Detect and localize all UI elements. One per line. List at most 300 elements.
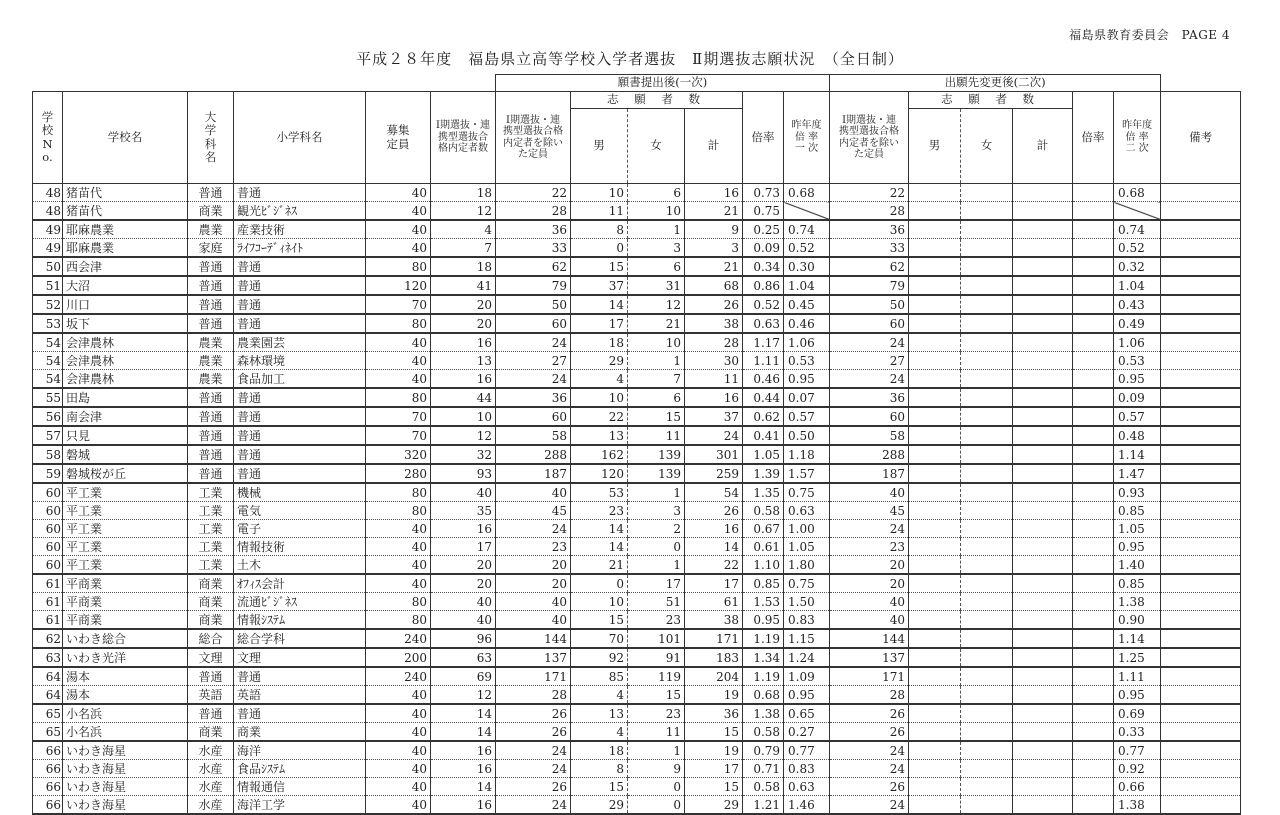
remaining-quota-2-cell: 24	[830, 760, 909, 778]
table-row	[33, 796, 1241, 815]
male-count-2-cell	[909, 426, 961, 445]
phase1-passed-cell: 14	[431, 704, 496, 723]
school-name-cell: いわき海星	[63, 778, 188, 796]
school-no-cell: 60	[33, 538, 63, 556]
prev-ratio-2-cell: 1.04	[1114, 276, 1161, 295]
major-dept-cell: 工業	[188, 556, 234, 575]
female-count-cell: 3	[628, 502, 685, 520]
remarks-cell	[1161, 778, 1241, 796]
prev-ratio-1-cell	[784, 202, 830, 221]
prev-ratio-1-cell: 0.74	[784, 220, 830, 239]
phase1-passed-cell: 13	[431, 352, 496, 370]
minor-dept-cell: 普通	[234, 704, 366, 723]
school-name-cell: 湯本	[63, 667, 188, 686]
remaining-quota-cell: 50	[496, 295, 571, 314]
ratio-2-cell	[1073, 202, 1114, 221]
prev-ratio-1-cell: 0.63	[784, 778, 830, 796]
prev-ratio-2-cell: 0.49	[1114, 314, 1161, 333]
remarks-cell	[1161, 593, 1241, 611]
total-count-cell: 3	[685, 239, 743, 258]
ratio-2-cell	[1073, 686, 1114, 705]
prev-ratio-1-cell: 0.50	[784, 426, 830, 445]
prev-ratio-2-cell: 0.09	[1114, 388, 1161, 407]
school-name-cell: 田島	[63, 388, 188, 407]
total-count-cell: 37	[685, 407, 743, 426]
remaining-quota-2-cell: 60	[830, 407, 909, 426]
total-count-2-cell	[1013, 276, 1073, 295]
quota-cell: 40	[366, 741, 431, 760]
male-count-2-cell	[909, 202, 961, 221]
table-row	[33, 388, 1241, 407]
minor-dept-cell: 普通	[234, 464, 366, 483]
phase1-passed-cell: 14	[431, 778, 496, 796]
total-count-2-cell	[1013, 333, 1073, 352]
prev-ratio-1-cell: 0.52	[784, 239, 830, 258]
total-count-cell: 171	[685, 629, 743, 648]
remarks-cell	[1161, 352, 1241, 370]
female-count-2-cell	[961, 407, 1013, 426]
minor-dept-cell: 食品ｼｽﾃﾑ	[234, 760, 366, 778]
male-count-cell: 10	[571, 388, 628, 407]
male-count-2-cell	[909, 667, 961, 686]
female-count-2-cell	[961, 760, 1013, 778]
minor-dept-cell: 電子	[234, 520, 366, 538]
school-no-cell: 66	[33, 778, 63, 796]
minor-dept-cell: 農業園芸	[234, 333, 366, 352]
prev-ratio-1-cell: 0.07	[784, 388, 830, 407]
male-count-cell: 8	[571, 220, 628, 239]
prev-ratio-1-cell: 0.63	[784, 502, 830, 520]
school-name-cell: 磐城桜が丘	[63, 464, 188, 483]
prev-ratio-2-cell: 0.52	[1114, 239, 1161, 258]
remaining-quota-2-cell: 62	[830, 257, 909, 276]
remaining-quota-2-cell: 20	[830, 556, 909, 575]
remaining-quota-cell: 24	[496, 520, 571, 538]
phase1-passed-cell: 35	[431, 502, 496, 520]
school-no-cell: 57	[33, 426, 63, 445]
ratio-cell: 0.67	[743, 520, 784, 538]
table-body	[33, 184, 1241, 815]
school-name-cell: 南会津	[63, 407, 188, 426]
quota-cell: 40	[366, 760, 431, 778]
prev-ratio-2-cell: 1.14	[1114, 629, 1161, 648]
ratio-cell: 1.17	[743, 333, 784, 352]
header-school-name: 学校名	[63, 92, 188, 184]
school-no-cell: 53	[33, 314, 63, 333]
remaining-quota-2-cell: 26	[830, 723, 909, 742]
school-no-cell: 48	[33, 184, 63, 202]
quota-cell: 40	[366, 202, 431, 221]
female-count-cell: 9	[628, 760, 685, 778]
header-ratio-2: 倍率	[1073, 92, 1114, 184]
prev-ratio-1-cell: 0.83	[784, 760, 830, 778]
major-dept-cell: 総合	[188, 629, 234, 648]
prev-ratio-2-cell: 1.25	[1114, 648, 1161, 667]
female-count-cell: 101	[628, 629, 685, 648]
major-dept-cell: 普通	[188, 704, 234, 723]
remarks-cell	[1161, 686, 1241, 705]
major-dept-cell: 商業	[188, 574, 234, 593]
male-count-2-cell	[909, 257, 961, 276]
table-row	[33, 257, 1241, 276]
school-name-cell: いわき海星	[63, 796, 188, 815]
major-dept-cell: 英語	[188, 686, 234, 705]
ratio-2-cell	[1073, 352, 1114, 370]
school-name-cell: 大沼	[63, 276, 188, 295]
remaining-quota-2-cell: 20	[830, 574, 909, 593]
total-count-cell: 14	[685, 538, 743, 556]
major-dept-cell: 商業	[188, 593, 234, 611]
female-count-2-cell	[961, 796, 1013, 815]
minor-dept-cell: 観光ﾋﾞｼﾞﾈｽ	[234, 202, 366, 221]
remaining-quota-2-cell: 40	[830, 483, 909, 502]
remaining-quota-2-cell: 24	[830, 333, 909, 352]
remaining-quota-cell: 40	[496, 593, 571, 611]
total-count-2-cell	[1013, 520, 1073, 538]
phase1-passed-cell: 7	[431, 239, 496, 258]
remaining-quota-cell: 36	[496, 220, 571, 239]
header-prev-ratio-2: 昨年度倍 率二 次	[1122, 120, 1153, 155]
ratio-2-cell	[1073, 426, 1114, 445]
total-count-2-cell	[1013, 370, 1073, 389]
remaining-quota-2-cell: 58	[830, 426, 909, 445]
phase1-passed-cell: 20	[431, 574, 496, 593]
ratio-cell: 0.73	[743, 184, 784, 202]
school-no-cell: 60	[33, 502, 63, 520]
table-row	[33, 760, 1241, 778]
male-count-cell: 162	[571, 445, 628, 464]
female-count-2-cell	[961, 464, 1013, 483]
prev-ratio-1-cell: 1.04	[784, 276, 830, 295]
remarks-cell	[1161, 426, 1241, 445]
remarks-cell	[1161, 220, 1241, 239]
minor-dept-cell: 森林環境	[234, 352, 366, 370]
phase1-passed-cell: 40	[431, 483, 496, 502]
remaining-quota-cell: 79	[496, 276, 571, 295]
quota-cell: 40	[366, 778, 431, 796]
female-count-2-cell	[961, 593, 1013, 611]
quota-cell: 80	[366, 388, 431, 407]
header-remarks: 備考	[1161, 92, 1241, 184]
prev-ratio-2-cell: 0.68	[1114, 184, 1161, 202]
prev-ratio-1-cell: 1.00	[784, 520, 830, 538]
male-count-cell: 120	[571, 464, 628, 483]
remaining-quota-2-cell: 45	[830, 502, 909, 520]
remaining-quota-2-cell: 36	[830, 220, 909, 239]
female-count-2-cell	[961, 445, 1013, 464]
male-count-cell: 14	[571, 295, 628, 314]
ratio-2-cell	[1073, 760, 1114, 778]
total-count-cell: 28	[685, 333, 743, 352]
total-count-cell: 17	[685, 574, 743, 593]
prev-ratio-2-cell: 1.14	[1114, 445, 1161, 464]
minor-dept-cell: 普通	[234, 426, 366, 445]
remaining-quota-cell: 28	[496, 686, 571, 705]
phase1-passed-cell: 18	[431, 257, 496, 276]
male-count-2-cell	[909, 574, 961, 593]
total-count-cell: 61	[685, 593, 743, 611]
total-count-cell: 36	[685, 704, 743, 723]
quota-cell: 40	[366, 370, 431, 389]
ratio-2-cell	[1073, 538, 1114, 556]
total-count-cell: 21	[685, 202, 743, 221]
school-no-cell: 60	[33, 483, 63, 502]
male-count-cell: 13	[571, 704, 628, 723]
female-count-cell: 0	[628, 796, 685, 815]
male-count-2-cell	[909, 686, 961, 705]
total-count-2-cell	[1013, 483, 1073, 502]
header-school-no: 学校No.	[41, 110, 54, 164]
header-phase1-passed: Ⅰ期選抜・連携型選抜合 格内定者数	[436, 120, 490, 155]
prev-ratio-2-cell: 0.85	[1114, 574, 1161, 593]
remarks-cell	[1161, 796, 1241, 815]
prev-ratio-1-cell: 0.68	[784, 184, 830, 202]
male-count-cell: 22	[571, 407, 628, 426]
school-name-cell: 猪苗代	[63, 202, 188, 221]
female-count-cell: 6	[628, 184, 685, 202]
male-count-2-cell	[909, 464, 961, 483]
ratio-2-cell	[1073, 388, 1114, 407]
male-count-2-cell	[909, 239, 961, 258]
remaining-quota-2-cell: 27	[830, 352, 909, 370]
remaining-quota-cell: 23	[496, 538, 571, 556]
remaining-quota-cell: 26	[496, 704, 571, 723]
school-name-cell: 坂下	[63, 314, 188, 333]
male-count-2-cell	[909, 502, 961, 520]
remarks-cell	[1161, 445, 1241, 464]
table-row	[33, 520, 1241, 538]
prev-ratio-1-cell: 0.75	[784, 574, 830, 593]
school-name-cell: 川口	[63, 295, 188, 314]
male-count-cell: 8	[571, 760, 628, 778]
total-count-cell: 16	[685, 184, 743, 202]
table-row	[33, 202, 1241, 221]
major-dept-cell: 工業	[188, 520, 234, 538]
school-no-cell: 61	[33, 574, 63, 593]
total-count-cell: 54	[685, 483, 743, 502]
female-count-cell: 51	[628, 593, 685, 611]
remarks-cell	[1161, 464, 1241, 483]
remarks-cell	[1161, 704, 1241, 723]
phase1-passed-cell: 41	[431, 276, 496, 295]
quota-cell: 40	[366, 686, 431, 705]
total-count-2-cell	[1013, 426, 1073, 445]
table-row	[33, 220, 1241, 239]
remaining-quota-2-cell: 40	[830, 611, 909, 630]
header-applicants: 志 願 者 数	[571, 92, 743, 109]
prev-ratio-2-cell: 1.38	[1114, 593, 1161, 611]
male-count-2-cell	[909, 333, 961, 352]
school-name-cell: 西会津	[63, 257, 188, 276]
major-dept-cell: 普通	[188, 407, 234, 426]
male-count-2-cell	[909, 352, 961, 370]
major-dept-cell: 普通	[188, 445, 234, 464]
header-female: 女	[628, 109, 685, 184]
table-row	[33, 611, 1241, 630]
remaining-quota-cell: 60	[496, 407, 571, 426]
ratio-cell: 1.21	[743, 796, 784, 815]
remaining-quota-2-cell: 24	[830, 520, 909, 538]
remaining-quota-cell: 60	[496, 314, 571, 333]
total-count-cell: 17	[685, 760, 743, 778]
minor-dept-cell: 産業技術	[234, 220, 366, 239]
remarks-cell	[1161, 667, 1241, 686]
prev-ratio-2-cell: 0.95	[1114, 538, 1161, 556]
table-row	[33, 574, 1241, 593]
male-count-cell: 15	[571, 257, 628, 276]
minor-dept-cell: 土木	[234, 556, 366, 575]
total-count-cell: 15	[685, 778, 743, 796]
table-row	[33, 648, 1241, 667]
female-count-cell: 15	[628, 686, 685, 705]
phase1-passed-cell: 16	[431, 520, 496, 538]
quota-cell: 80	[366, 611, 431, 630]
total-count-cell: 19	[685, 686, 743, 705]
quota-cell: 70	[366, 407, 431, 426]
total-count-2-cell	[1013, 648, 1073, 667]
female-count-cell: 3	[628, 239, 685, 258]
female-count-cell: 6	[628, 257, 685, 276]
minor-dept-cell: 電気	[234, 502, 366, 520]
prev-ratio-1-cell: 0.30	[784, 257, 830, 276]
prev-ratio-1-cell: 0.77	[784, 741, 830, 760]
remaining-quota-2-cell: 24	[830, 370, 909, 389]
total-count-cell: 16	[685, 520, 743, 538]
female-count-cell: 11	[628, 426, 685, 445]
total-count-2-cell	[1013, 629, 1073, 648]
quota-cell: 80	[366, 257, 431, 276]
school-name-cell: 平商業	[63, 593, 188, 611]
prev-ratio-2-cell: 1.47	[1114, 464, 1161, 483]
male-count-cell: 23	[571, 502, 628, 520]
prev-ratio-1-cell: 0.65	[784, 704, 830, 723]
minor-dept-cell: 普通	[234, 407, 366, 426]
ratio-cell: 0.62	[743, 407, 784, 426]
table-row	[33, 538, 1241, 556]
ratio-cell: 0.44	[743, 388, 784, 407]
ratio-cell: 0.85	[743, 574, 784, 593]
ratio-2-cell	[1073, 276, 1114, 295]
prev-ratio-1-cell: 0.53	[784, 352, 830, 370]
remaining-quota-2-cell: 36	[830, 388, 909, 407]
phase1-passed-cell: 12	[431, 202, 496, 221]
prev-ratio-2-cell: 1.05	[1114, 520, 1161, 538]
quota-cell: 40	[366, 796, 431, 815]
total-count-2-cell	[1013, 295, 1073, 314]
prev-ratio-2-cell	[1114, 202, 1161, 221]
minor-dept-cell: 機械	[234, 483, 366, 502]
female-count-cell: 119	[628, 667, 685, 686]
female-count-cell: 7	[628, 370, 685, 389]
major-dept-cell: 農業	[188, 370, 234, 389]
remarks-cell	[1161, 723, 1241, 742]
remarks-cell	[1161, 276, 1241, 295]
ratio-cell: 1.19	[743, 629, 784, 648]
female-count-cell: 12	[628, 295, 685, 314]
prev-ratio-2-cell: 0.48	[1114, 426, 1161, 445]
female-count-2-cell	[961, 257, 1013, 276]
header-male: 男	[571, 109, 628, 184]
female-count-cell: 1	[628, 220, 685, 239]
female-count-2-cell	[961, 202, 1013, 221]
total-count-2-cell	[1013, 667, 1073, 686]
prev-ratio-2-cell: 0.93	[1114, 483, 1161, 502]
prev-ratio-2-cell: 0.32	[1114, 257, 1161, 276]
school-name-cell: 只見	[63, 426, 188, 445]
male-count-cell: 15	[571, 611, 628, 630]
prev-ratio-1-cell: 0.95	[784, 370, 830, 389]
male-count-cell: 85	[571, 667, 628, 686]
ratio-cell: 1.34	[743, 648, 784, 667]
male-count-cell: 0	[571, 239, 628, 258]
header-total: 計	[685, 109, 743, 184]
remaining-quota-cell: 28	[496, 202, 571, 221]
total-count-cell: 21	[685, 257, 743, 276]
total-count-cell: 38	[685, 611, 743, 630]
male-count-2-cell	[909, 556, 961, 575]
quota-cell: 40	[366, 556, 431, 575]
prev-ratio-1-cell: 0.27	[784, 723, 830, 742]
remarks-cell	[1161, 741, 1241, 760]
ratio-2-cell	[1073, 184, 1114, 202]
ratio-2-cell	[1073, 333, 1114, 352]
male-count-2-cell	[909, 778, 961, 796]
prev-ratio-2-cell: 0.66	[1114, 778, 1161, 796]
remarks-cell	[1161, 314, 1241, 333]
phase1-passed-cell: 40	[431, 593, 496, 611]
male-count-cell: 13	[571, 426, 628, 445]
female-count-2-cell	[961, 352, 1013, 370]
remaining-quota-cell: 171	[496, 667, 571, 686]
school-name-cell: 会津農林	[63, 333, 188, 352]
school-no-cell: 49	[33, 239, 63, 258]
school-no-cell: 54	[33, 333, 63, 352]
table-row	[33, 445, 1241, 464]
remaining-quota-cell: 26	[496, 778, 571, 796]
quota-cell: 320	[366, 445, 431, 464]
minor-dept-cell: 食品加工	[234, 370, 366, 389]
female-count-2-cell	[961, 276, 1013, 295]
quota-cell: 80	[366, 483, 431, 502]
ratio-2-cell	[1073, 556, 1114, 575]
total-count-cell: 30	[685, 352, 743, 370]
remarks-cell	[1161, 184, 1241, 202]
major-dept-cell: 普通	[188, 464, 234, 483]
remaining-quota-cell: 24	[496, 760, 571, 778]
ratio-2-cell	[1073, 593, 1114, 611]
total-count-cell: 26	[685, 502, 743, 520]
male-count-cell: 53	[571, 483, 628, 502]
school-no-cell: 66	[33, 741, 63, 760]
remaining-quota-2-cell: 171	[830, 667, 909, 686]
ratio-2-cell	[1073, 407, 1114, 426]
school-name-cell: 平商業	[63, 574, 188, 593]
quota-cell: 70	[366, 426, 431, 445]
ratio-cell: 1.39	[743, 464, 784, 483]
remarks-cell	[1161, 648, 1241, 667]
school-no-cell: 59	[33, 464, 63, 483]
phase1-passed-cell: 18	[431, 184, 496, 202]
quota-cell: 80	[366, 314, 431, 333]
remarks-cell	[1161, 257, 1241, 276]
table-row	[33, 464, 1241, 483]
header-male-2: 男	[909, 109, 961, 184]
remaining-quota-2-cell: 24	[830, 741, 909, 760]
table-row	[33, 723, 1241, 742]
ratio-cell: 0.63	[743, 314, 784, 333]
ratio-2-cell	[1073, 648, 1114, 667]
major-dept-cell: 工業	[188, 483, 234, 502]
